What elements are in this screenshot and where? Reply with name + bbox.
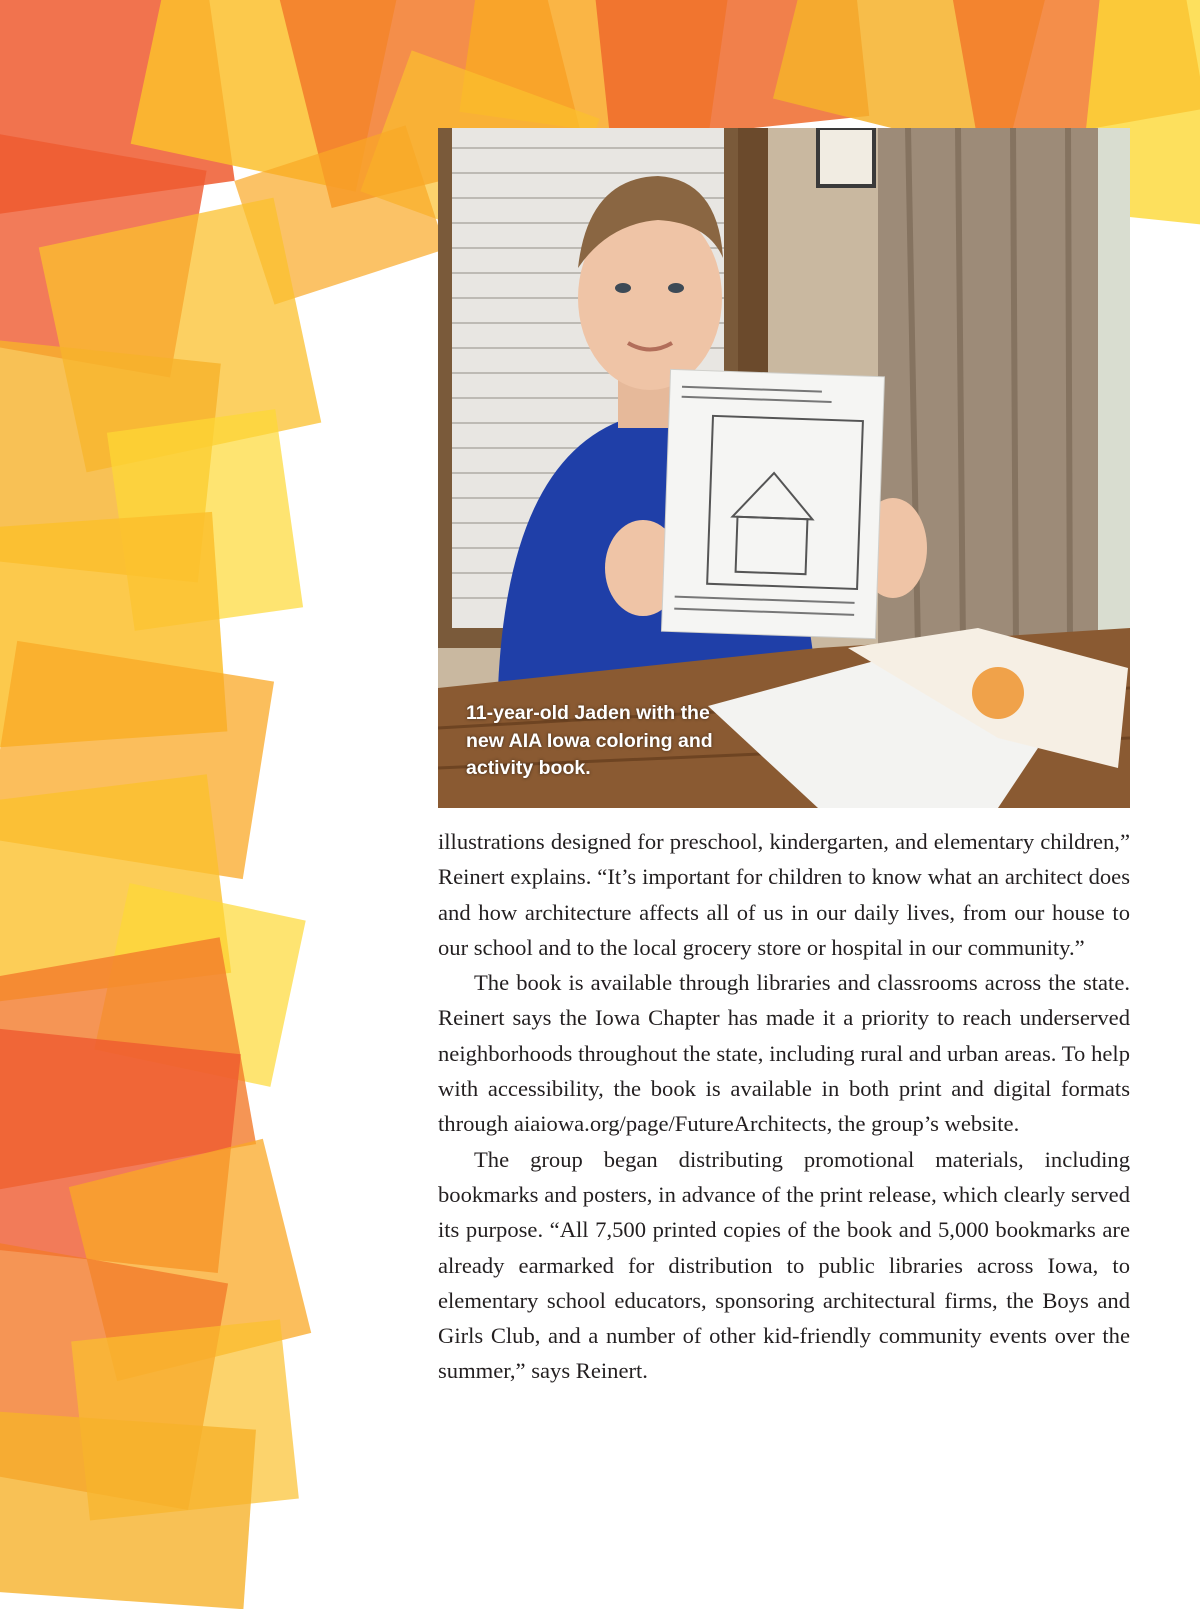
article-paragraph: The book is available through libraries and classrooms across the state. Reinert says the Iowa Chapter has made it a priority to reach underserved neighborhoods throughout the state, including rural and urban areas. To help with accessibility, the book is available in both print and digital formats through aiaiowa.org/page/FutureArchitects, the group’s website. [438,970,1130,1137]
paper-square [0,1411,256,1609]
photo [438,128,1130,808]
article-body [438,824,1130,1389]
photo-caption: 11-year-old Jaden with the new AIA Iowa coloring and activity book. [466,702,713,779]
article-paragraph: The group began distributing promotional materials, including bookmarks and posters, in advance of the print release, which clearly served its purpose. “All 7,500 printed copies of the book and 5,000 bookmarks are already earmarked for distribution to public libraries across Iowa, to elementary school educators, sponsoring architectural firms, the Boys and Girls Club, and a number of other kid-friendly community events over the summer,” says Reinert. [438,1146,1130,1384]
article-paragraph: illustrations designed for preschool, kindergarten, and elementary children,” Reinert explains. “It’s important for children to know what an architect does and how architecture affects all of us in our daily lives, from our house to our school and to the local grocery store or hospital in our community.” [438,829,1130,960]
